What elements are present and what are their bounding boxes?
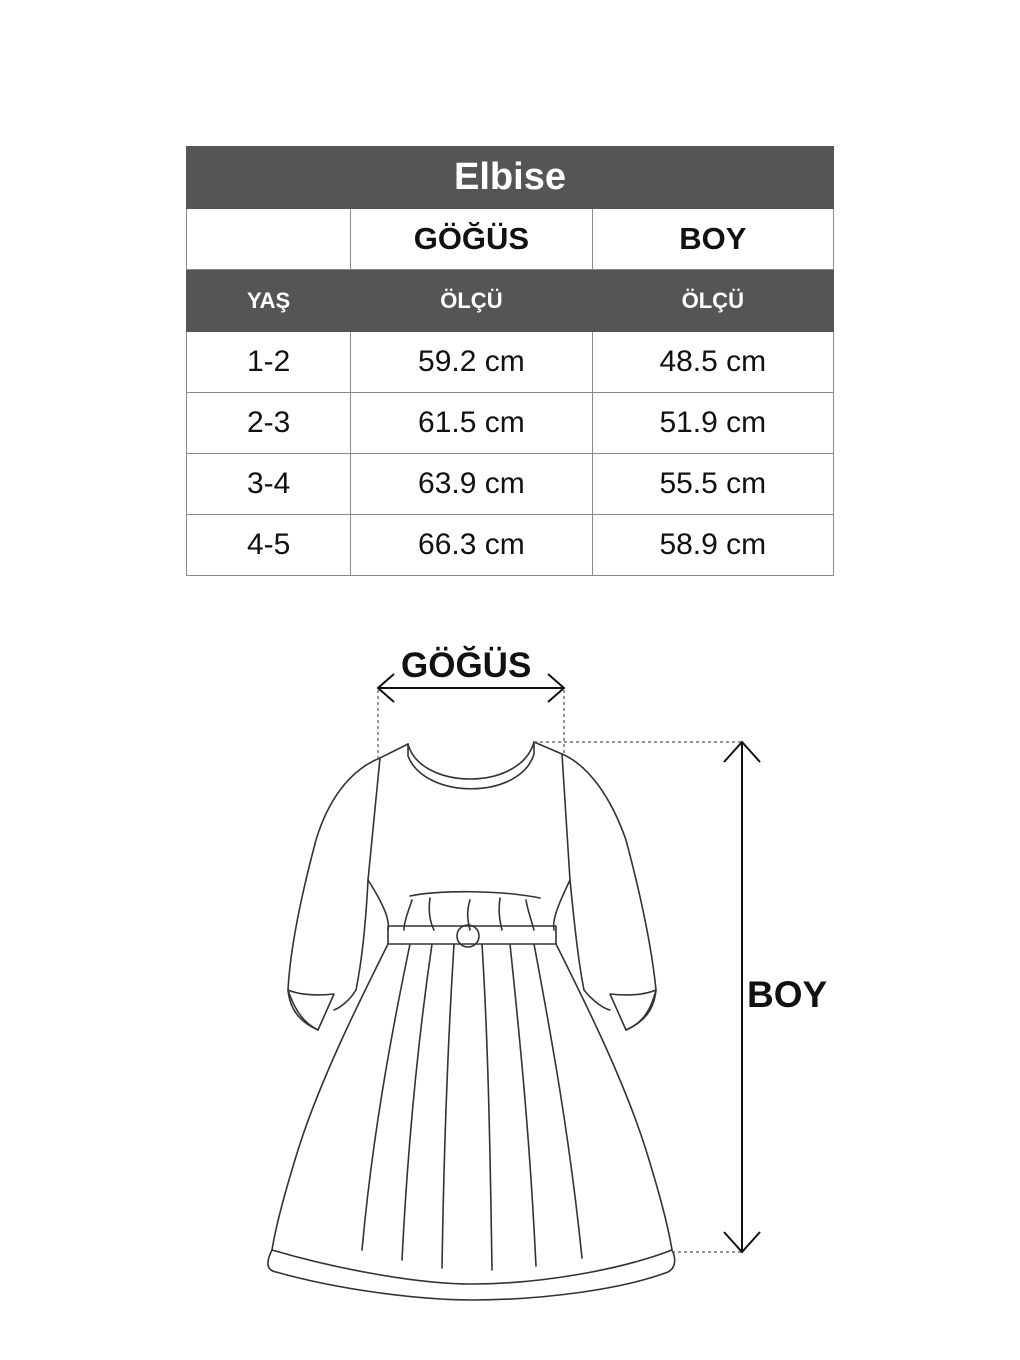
chest-cell: 61.5 cm [351, 393, 592, 454]
table-row [187, 332, 834, 393]
length-cell: 55.5 cm [592, 454, 833, 515]
chest-cell: 59.2 cm [351, 332, 592, 393]
header-chest-cell: GÖĞÜS [351, 209, 592, 270]
chest-guide-lines [378, 690, 564, 760]
length-cell: 48.5 cm [592, 332, 833, 393]
age-cell: 1-2 [187, 332, 351, 393]
header-age-cell [187, 209, 351, 270]
age-cell: 3-4 [187, 454, 351, 515]
table-row [187, 515, 834, 576]
chest-cell: 63.9 cm [351, 454, 592, 515]
table-row [187, 454, 834, 515]
table-header-row [187, 209, 834, 270]
length-cell: 58.9 cm [592, 515, 833, 576]
table-title-row [187, 147, 834, 209]
length-cell: 51.9 cm [592, 393, 833, 454]
subheader-length-cell: ÖLÇÜ [592, 270, 833, 332]
table-title: Elbise [187, 147, 834, 209]
length-measure-label: BOY [747, 974, 828, 1015]
length-guide-lines [534, 742, 742, 1252]
chest-cell: 66.3 cm [351, 515, 592, 576]
dress-outline-icon [268, 742, 675, 1300]
header-length-cell: BOY [592, 209, 833, 270]
size-chart-table [186, 146, 834, 576]
age-cell: 4-5 [187, 515, 351, 576]
chest-measure-label: GÖĞÜS [401, 646, 532, 685]
table-row [187, 393, 834, 454]
subheader-chest-cell: ÖLÇÜ [351, 270, 592, 332]
table-subheader-row [187, 270, 834, 332]
age-cell: 2-3 [187, 393, 351, 454]
subheader-age-cell: YAŞ [187, 270, 351, 332]
